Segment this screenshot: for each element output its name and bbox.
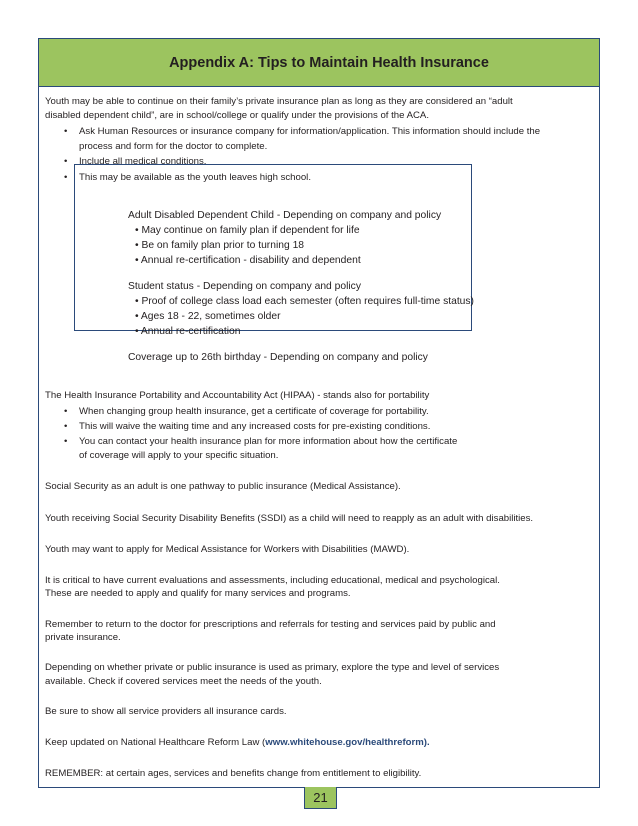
page-number: 21 — [313, 790, 328, 805]
para-reform — [45, 736, 430, 750]
para-evaluations-1: It is critical to have current evaluations and assessments, including educational, medical and psychological. — [45, 575, 500, 586]
hipaa-title: The Health Insurance Portability and Accountability Act (HIPAA) - stands also for portability — [45, 390, 430, 401]
intro-bullet-3: This may be available as the youth leaves high school. — [79, 172, 311, 183]
bullet-dot: • — [64, 126, 68, 137]
coverage-box — [74, 164, 474, 363]
box-section-1-item: • Annual re-certification - disability and dependent — [135, 255, 361, 266]
box-section-2-item: • Annual re-certification — [135, 326, 241, 337]
box-section-1-item: • May continue on family plan if dependent for life — [135, 225, 360, 236]
intro-line-2: disabled dependent child”, are in school/college or qualify under the provisions of the ACA. — [45, 110, 429, 121]
bullet-dot: • — [64, 172, 68, 183]
hipaa-bullet-3: You can contact your health insurance plan for more information about how the certificate — [79, 436, 458, 447]
box-coverage: Coverage up to 26th birthday - Depending on company and policy — [128, 352, 428, 363]
para-primary-1: Depending on whether private or public insurance is used as primary, explore the type and level of services — [45, 662, 500, 673]
intro-bullet-1-cont: process and form for the doctor to complete. — [79, 141, 268, 152]
box-section-1-title: Adult Disabled Dependent Child - Depending on company and policy — [128, 210, 442, 221]
para-evaluations-2: These are needed to apply and qualify for many services and programs. — [45, 588, 351, 599]
para-reform-text: Keep updated on National Healthcare Reform Law ( — [45, 737, 266, 748]
para-remember: REMEMBER: at certain ages, services and benefits change from entitlement to eligibility. — [45, 768, 422, 779]
box-section-2-item: • Ages 18 - 22, sometimes older — [135, 311, 281, 322]
box-section-2-title: Student status - Depending on company and policy — [128, 281, 361, 292]
bullet-dot: • — [64, 436, 68, 447]
para-mawd: Youth may want to apply for Medical Assistance for Workers with Disabilities (MAWD). — [45, 544, 410, 555]
intro-bullet-1: Ask Human Resources or insurance company for information/application. This information should include the — [79, 126, 541, 137]
para-social-security: Social Security as an adult is one pathway to public insurance (Medical Assistance). — [45, 481, 401, 492]
para-doctor-2: private insurance. — [45, 632, 121, 643]
para-primary-2: available. Check if covered services meet the needs of the youth. — [45, 676, 322, 687]
page-title: Appendix A: Tips to Maintain Health Insurance — [169, 54, 489, 71]
page-number-badge — [304, 787, 337, 809]
header-banner — [39, 39, 599, 87]
bullet-dot: • — [64, 156, 68, 167]
para-ssdi: Youth receiving Social Security Disability Benefits (SSDI) as a child will need to reapply as an adult with disabilities. — [45, 513, 534, 524]
hipaa-bullet-1: When changing group health insurance, get a certificate of coverage for portability. — [79, 406, 429, 417]
box-section-2-item: • Proof of college class load each semester (often requires full-time status) — [135, 296, 474, 307]
intro-line-1: Youth may be able to continue on their family’s private insurance plan as long as they are considered an “adult — [45, 96, 513, 107]
bullet-dot: • — [64, 421, 68, 432]
hipaa-bullet-3-cont: of coverage will apply to your specific situation. — [79, 450, 279, 461]
hipaa-bullet-2: This will waive the waiting time and any increased costs for pre-existing conditions. — [79, 421, 431, 432]
healthreform-link[interactable]: www.whitehouse.gov/healthreform). — [265, 737, 430, 748]
para-doctor-1: Remember to return to the doctor for prescriptions and referrals for testing and services paid by public and — [45, 619, 496, 630]
bullet-dot: • — [64, 406, 68, 417]
intro-bullet-2: Include all medical conditions. — [79, 156, 207, 167]
box-section-1-item: • Be on family plan prior to turning 18 — [135, 240, 305, 251]
para-insurance-cards: Be sure to show all service providers all insurance cards. — [45, 706, 287, 717]
